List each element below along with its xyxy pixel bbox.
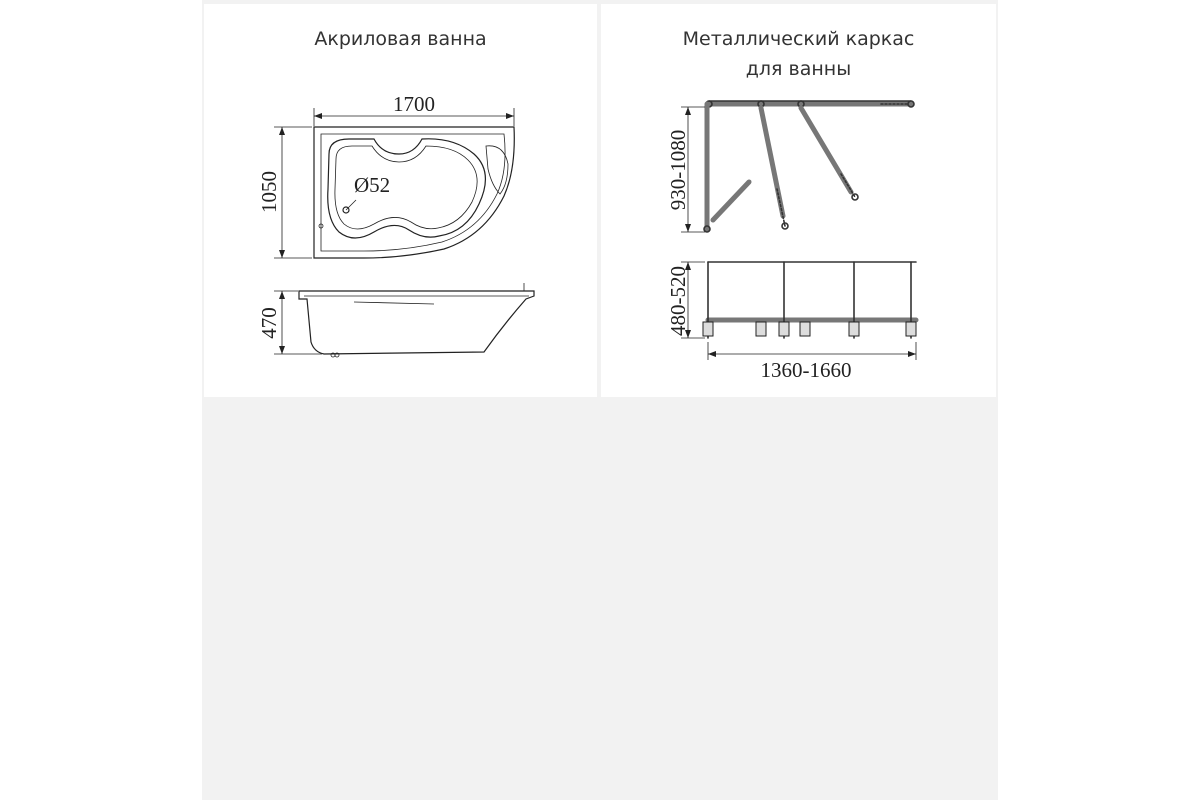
height-arrow-top <box>279 291 285 299</box>
frame-side-leg-6 <box>906 322 916 336</box>
frame-side-leg-1 <box>703 322 713 336</box>
frame-leg-2-foot <box>852 194 858 200</box>
frame-length-dimension-label: 1360-1660 <box>760 358 852 382</box>
drain-dimension-label: Ø52 <box>354 173 391 197</box>
width-arrow-left <box>314 113 322 119</box>
depth-dimension-label: 1050 <box>257 171 281 213</box>
height-arrow-bottom <box>279 346 285 354</box>
metal-frame-panel <box>601 4 996 397</box>
width-dimension-label: 1700 <box>393 92 435 116</box>
frame-height-dimension-label: 930-1080 <box>666 129 690 211</box>
frame-side-leg-3 <box>779 322 789 336</box>
metal-frame-title-line1: Металлический каркас <box>682 28 915 50</box>
frame-leg-dimension-label: 480-520 <box>666 266 690 336</box>
bathtub-side-outline <box>299 291 534 354</box>
frame-side-leg-2 <box>756 322 766 336</box>
frame-height-arrow-top <box>685 107 691 115</box>
metal-frame-title-line2: для ванны <box>745 58 852 80</box>
frame-length-arrow-left <box>708 351 716 357</box>
frame-side-leg-4 <box>800 322 810 336</box>
frame-height-arrow-bottom <box>685 224 691 232</box>
width-arrow-right <box>506 113 514 119</box>
bathtub-top-outline <box>314 127 514 258</box>
frame-side-leg-5 <box>849 322 859 336</box>
frame-brace <box>713 182 749 220</box>
drain-leader-line <box>346 200 356 210</box>
bathtub-basin <box>328 139 486 238</box>
depth-arrow-bottom <box>279 250 285 258</box>
acrylic-bathtub-panel <box>204 4 597 397</box>
bathtub-drawing <box>204 4 597 397</box>
side-inner-line <box>354 302 434 304</box>
bathtub-inner-rim <box>321 134 505 251</box>
depth-arrow-top <box>279 127 285 135</box>
frame-drawing <box>601 4 996 397</box>
frame-leg-1 <box>761 108 783 216</box>
frame-length-arrow-right <box>908 351 916 357</box>
acrylic-bathtub-title: Акриловая ванна <box>314 28 487 50</box>
height-dimension-label: 470 <box>257 307 281 339</box>
